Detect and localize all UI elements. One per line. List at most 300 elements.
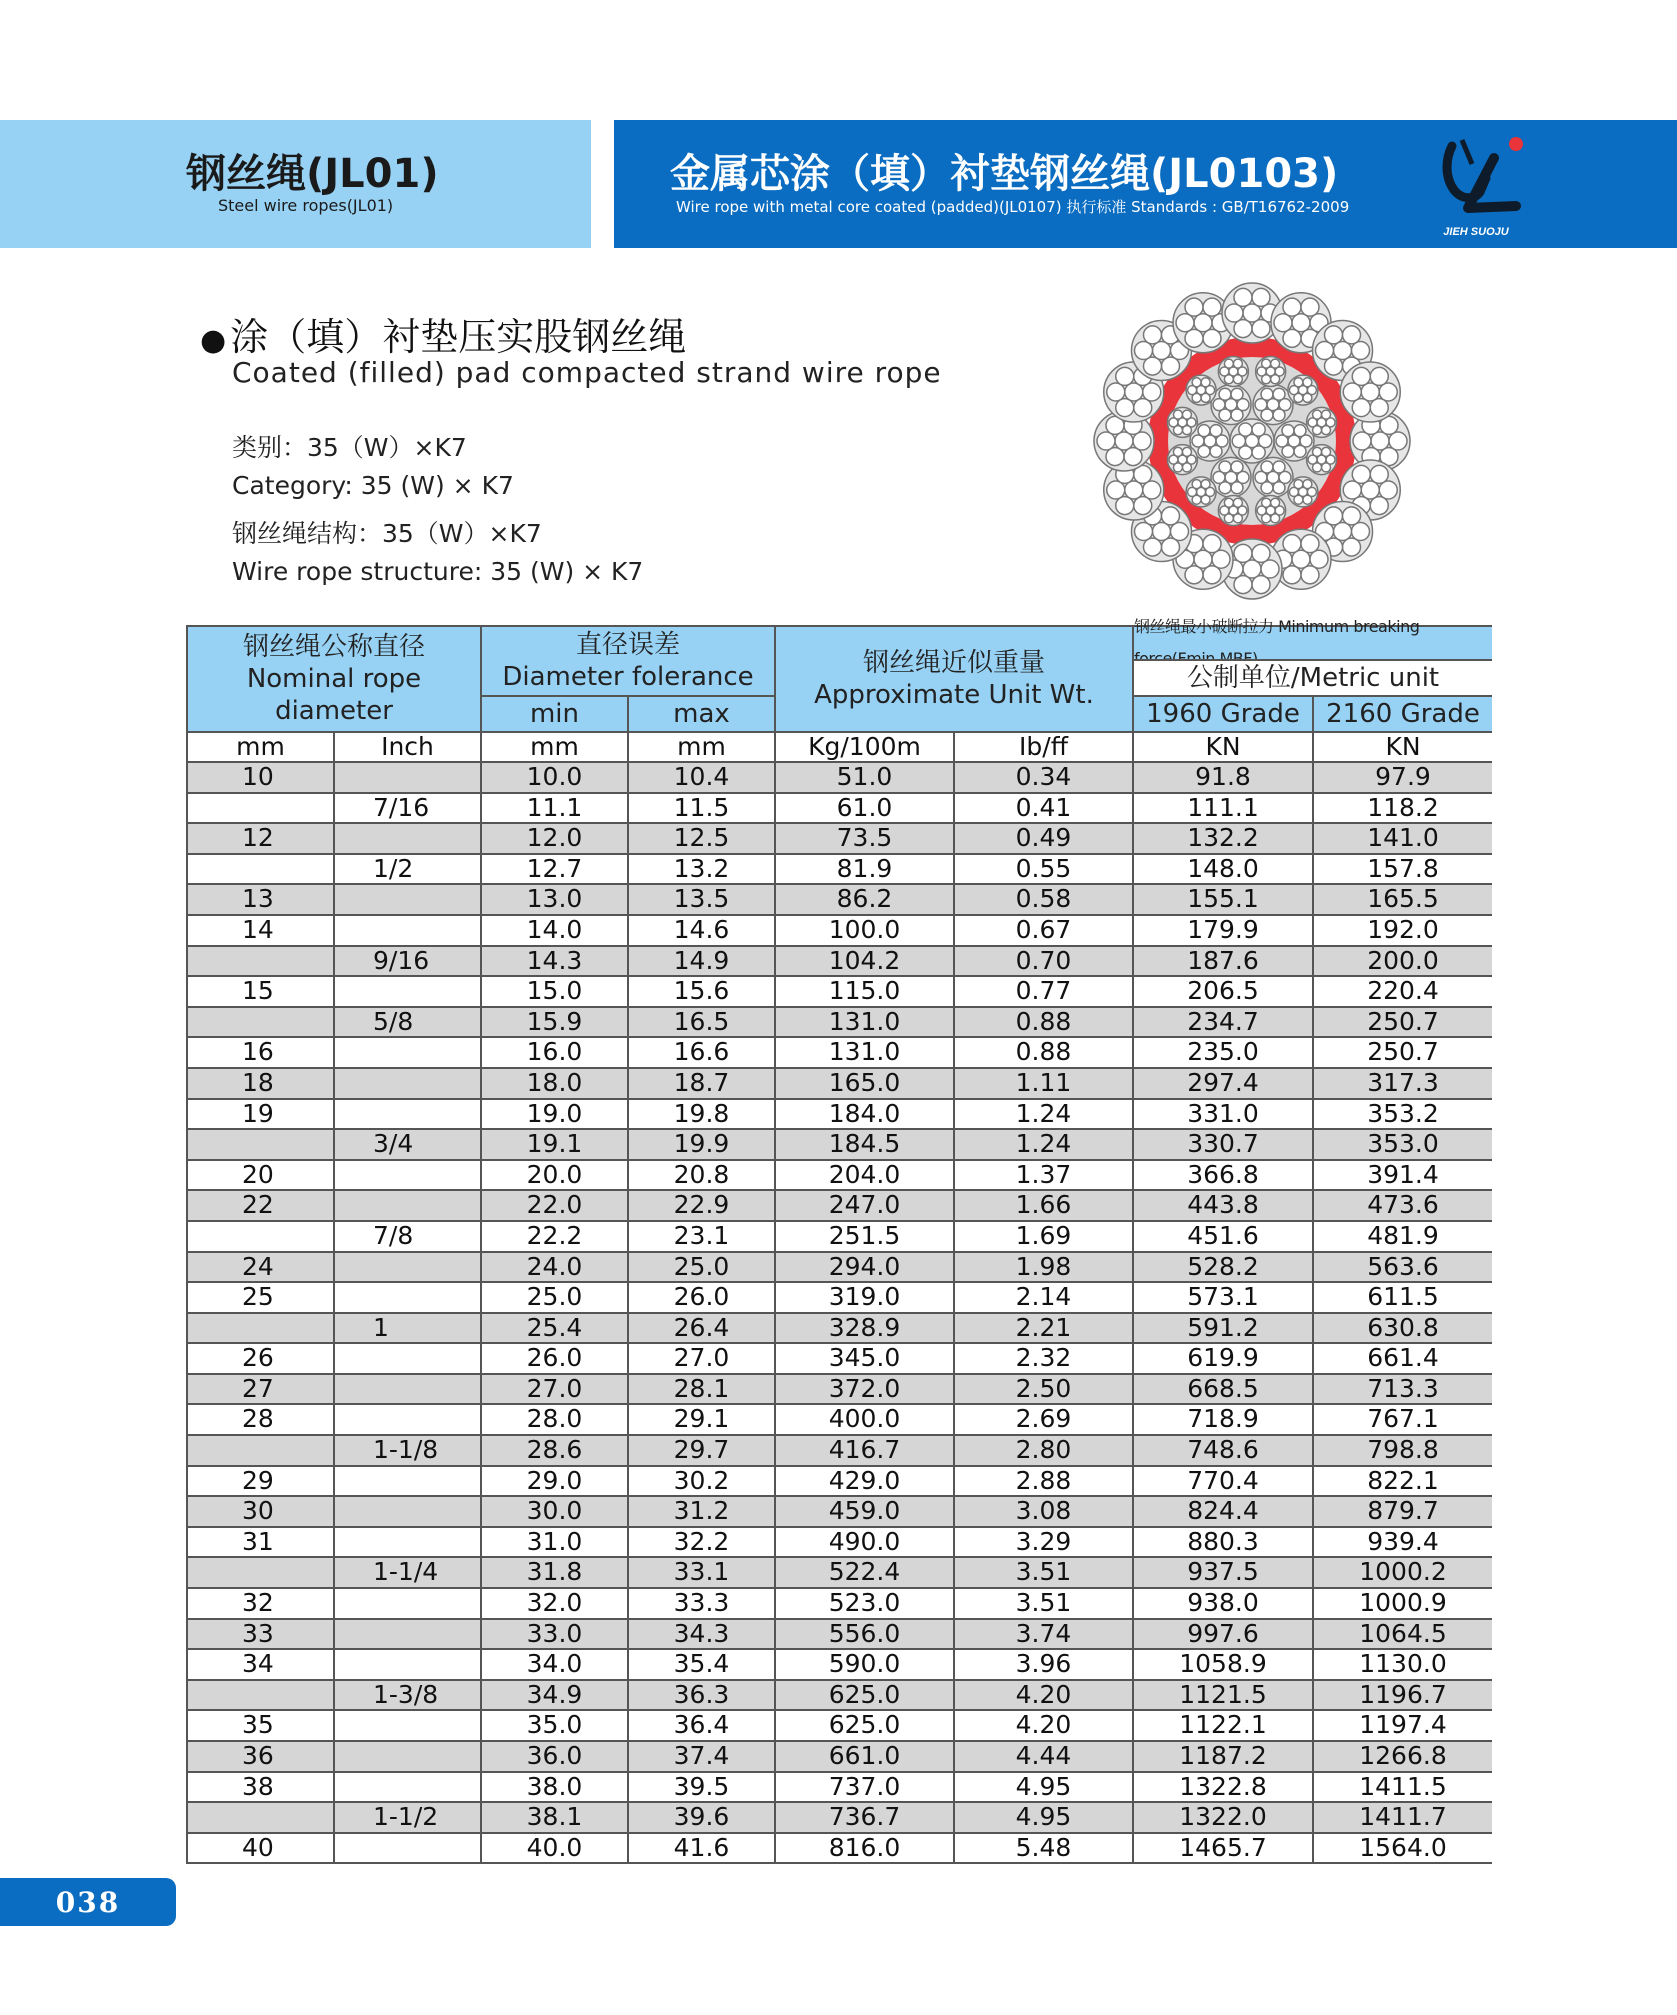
table-cell: 391.4 [1312,1159,1492,1190]
wire-strand [1231,482,1243,494]
table-cell [186,945,333,976]
wire-strand [1252,446,1265,459]
table-cell: 0.88 [953,1006,1132,1037]
table-row [186,1098,1492,1129]
table-cell: 24 [186,1251,333,1282]
table-cell: 32.2 [627,1526,774,1557]
table-row [186,1342,1492,1373]
table-cell: 3.51 [953,1587,1132,1618]
table-row [186,1771,1492,1802]
table-row [186,853,1492,884]
table-cell: 0.70 [953,945,1132,976]
wire-strand [1325,507,1343,525]
spec-table [186,617,1492,1864]
table-cell: 938.0 [1132,1587,1312,1618]
table-cell: 7/8 [333,1220,480,1251]
wire-strand [1273,388,1285,400]
table-cell: 4.20 [953,1709,1132,1740]
table-cell: 36 [186,1740,333,1771]
table-cell: 23.1 [627,1220,774,1251]
wire-strand [1182,447,1191,456]
table-cell: 20.0 [480,1159,627,1190]
table-cell: 15 [186,975,333,1006]
wire-strand [1352,367,1370,385]
company-logo [1424,128,1534,240]
wire-strand [1313,410,1322,419]
table-cell: 36.4 [627,1709,774,1740]
table-cell: 1064.5 [1312,1618,1492,1649]
wire-strand [1262,359,1271,368]
table-cell: 1411.5 [1312,1771,1492,1802]
header-max: max [627,695,774,731]
table-cell: 0.34 [953,761,1132,792]
table-cell: 1.37 [953,1159,1132,1190]
product-title-en: Coated (filled) pad compacted strand wire rope [232,356,942,389]
wire-strand [1124,448,1142,466]
table-cell: 319.0 [774,1281,953,1312]
table-cell: 37.4 [627,1740,774,1771]
table-cell: 1-1/2 [333,1801,480,1832]
header-left-title: 钢丝绳(JL01) [186,151,439,197]
wire-strand [1294,445,1306,457]
wire-strand [1370,399,1388,417]
wire-strand [1301,298,1319,316]
wire-strand [1161,538,1179,556]
table-cell: 528.2 [1132,1251,1312,1282]
table-cell: 97.9 [1312,761,1492,792]
wire-strand [1201,393,1210,402]
table-cell: 148.0 [1132,853,1312,884]
table-cell: 2.14 [953,1281,1132,1312]
wire-strand [1273,482,1285,494]
spec-structure-en: Wire rope structure: 35 (W) × K7 [232,557,644,586]
table-cell: 19 [186,1098,333,1129]
wire-strand [1343,326,1361,344]
table-cell: 234.7 [1132,1006,1312,1037]
wire-strand [1203,566,1221,584]
header-min: min [480,695,627,731]
table-cell: 1322.8 [1132,1771,1312,1802]
wire-strand [1203,298,1221,316]
unit-cell: Ib/ff [953,731,1132,761]
table-cell [186,1128,333,1159]
table-row [186,1434,1492,1465]
table-row [186,1587,1492,1618]
table-cell [333,1771,480,1802]
table-cell: 31 [186,1526,333,1557]
table-cell: 22.9 [627,1189,774,1220]
table-cell [333,1587,480,1618]
table-cell [333,1159,480,1190]
table-cell: 1.69 [953,1220,1132,1251]
table-cell: 1122.1 [1132,1709,1312,1740]
table-cell: 824.4 [1132,1495,1312,1526]
table-cell: 20 [186,1159,333,1190]
table-cell: 563.6 [1312,1251,1492,1282]
wire-strand [1173,447,1182,456]
header-right-subtitle: Wire rope with metal core coated (padded)(JL0107) 执行标准 Standards : GB/T16762-2009 [676,198,1350,216]
table-cell: 630.8 [1312,1312,1492,1343]
table-row [186,1128,1492,1159]
wire-strand [1224,359,1233,368]
table-cell: 28.1 [627,1373,774,1404]
table-cell: 1465.7 [1132,1832,1312,1863]
table-cell: 61.0 [774,792,953,823]
table-cell: 16.0 [480,1036,627,1067]
table-row [186,1709,1492,1740]
unit-cell: mm [186,731,333,761]
table-cell [186,1312,333,1343]
table-cell: 18 [186,1067,333,1098]
table-cell: 4.20 [953,1679,1132,1710]
table-cell: 40 [186,1832,333,1863]
table-cell: 625.0 [774,1679,953,1710]
table-cell: 3.74 [953,1618,1132,1649]
table-cell: 13 [186,883,333,914]
table-cell: 118.2 [1312,792,1492,823]
table-cell: 11.5 [627,792,774,823]
wire-strand [1134,497,1152,515]
table-cell: 14.6 [627,914,774,945]
table-cell: 27.0 [480,1373,627,1404]
table-row [186,883,1492,914]
table-cell: 12.7 [480,853,627,884]
table-cell: 33.3 [627,1587,774,1618]
table-row [186,1159,1492,1190]
table-units-row [186,731,1492,761]
table-cell: 184.5 [774,1128,953,1159]
wire-strand [1262,498,1271,507]
wire-strand [1210,445,1222,457]
table-body [186,761,1492,1864]
table-row [186,1281,1492,1312]
table-cell: 25.0 [480,1281,627,1312]
table-cell: 4.95 [953,1801,1132,1832]
wire-strand [1273,409,1285,421]
header-left-subtitle: Steel wire ropes(JL01) [218,196,394,215]
table-cell: 34.0 [480,1648,627,1679]
table-cell [186,792,333,823]
table-cell: 770.4 [1132,1465,1312,1496]
table-cell: 2.69 [953,1403,1132,1434]
table-cell: 251.5 [774,1220,953,1251]
table-cell: 38.0 [480,1771,627,1802]
table-cell: 816.0 [774,1832,953,1863]
table-cell: 1000.2 [1312,1556,1492,1587]
wire-strand [1203,535,1221,553]
table-cell: 38 [186,1771,333,1802]
table-cell: 459.0 [774,1495,953,1526]
wire-strand [1352,465,1370,483]
table-cell [333,1832,480,1863]
wire-strand [1252,544,1270,562]
table-cell: 16.6 [627,1036,774,1067]
table-cell [333,1526,480,1557]
table-cell: 39.6 [627,1801,774,1832]
table-cell: 573.1 [1132,1281,1312,1312]
table-cell: 523.0 [774,1587,953,1618]
wire-strand [1252,576,1270,594]
wire-strand [1201,480,1210,489]
table-cell: 1-1/8 [333,1434,480,1465]
wire-strand [1182,426,1191,435]
wire-strand [1192,480,1201,489]
table-cell: 19.1 [480,1128,627,1159]
table-cell: 1266.8 [1312,1740,1492,1771]
table-cell: 668.5 [1132,1373,1312,1404]
table-cell: 25.4 [480,1312,627,1343]
table-cell: 429.0 [774,1465,953,1496]
table-cell: 1058.9 [1132,1648,1312,1679]
wire-strand [1231,409,1243,421]
table-cell: 1187.2 [1132,1740,1312,1771]
table-cell: 2.80 [953,1434,1132,1465]
table-cell: 10 [186,761,333,792]
table-cell: 5/8 [333,1006,480,1037]
table-row [186,945,1492,976]
table-cell: 26.4 [627,1312,774,1343]
unit-cell: Kg/100m [774,731,953,761]
table-cell: 31.0 [480,1526,627,1557]
table-cell [186,853,333,884]
table-cell: 822.1 [1312,1465,1492,1496]
wire-strand [1313,447,1322,456]
table-cell: 0.88 [953,1036,1132,1067]
table-cell: 443.8 [1132,1189,1312,1220]
table-cell: 294.0 [774,1251,953,1282]
table-cell [186,1006,333,1037]
wire-strand [1283,535,1301,553]
table-cell: 155.1 [1132,883,1312,914]
table-cell: 111.1 [1132,792,1312,823]
wire-strand [1116,367,1134,385]
bullet-dot: ● [200,323,227,358]
table-cell: 247.0 [774,1189,953,1220]
table-cell [186,1556,333,1587]
wire-strand [1143,326,1161,344]
table-cell [186,1801,333,1832]
table-cell: 30.2 [627,1465,774,1496]
table-cell: 25 [186,1281,333,1312]
wire-strand [1234,544,1252,562]
table-cell: 157.8 [1312,853,1492,884]
table-cell: 20.8 [627,1159,774,1190]
wire-strand [1182,463,1191,472]
table-row [186,1373,1492,1404]
table-cell: 1564.0 [1312,1832,1492,1863]
table-cell: 131.0 [774,1036,953,1067]
table-row [186,1465,1492,1496]
wire-strand [1161,357,1179,375]
table-row [186,1189,1492,1220]
header-left-band [0,120,591,248]
table-cell: 1196.7 [1312,1679,1492,1710]
table-cell [186,1679,333,1710]
wire-strand [1261,388,1273,400]
table-cell: 86.2 [774,883,953,914]
wire-strand [1210,425,1222,437]
wire-strand [1234,288,1252,306]
table-cell: 141.0 [1312,822,1492,853]
table-cell: 345.0 [774,1342,953,1373]
wire-strand [1370,465,1388,483]
table-cell: 490.0 [774,1526,953,1557]
wire-strand [1343,538,1361,556]
table-cell: 718.9 [1132,1403,1312,1434]
table-cell: 10.0 [480,761,627,792]
wire-strand [1261,461,1273,473]
table-cell: 3.51 [953,1556,1132,1587]
table-cell: 591.2 [1132,1312,1312,1343]
table-cell: 34.3 [627,1618,774,1649]
table-cell: 28.6 [480,1434,627,1465]
table-cell: 331.0 [1132,1098,1312,1129]
table-cell [333,975,480,1006]
product-title-cn: 涂（填）衬垫压实股钢丝绳 [230,315,687,359]
table-cell: 35.4 [627,1648,774,1679]
table-cell [333,1281,480,1312]
table-cell: 1322.0 [1132,1801,1312,1832]
wire-strand [1239,423,1252,436]
header-2160-grade: 2160 Grade [1312,695,1492,731]
table-cell: 2.21 [953,1312,1132,1343]
table-cell: 91.8 [1132,761,1312,792]
table-cell: 328.9 [774,1312,953,1343]
table-cell: 939.4 [1312,1526,1492,1557]
table-cell: 104.2 [774,945,953,976]
header-metric-unit: 公制单位/Metric unit [1132,659,1492,695]
table-cell: 997.6 [1132,1618,1312,1649]
table-row [186,761,1492,792]
wire-strand [1233,514,1242,523]
table-cell: 880.3 [1132,1526,1312,1557]
table-cell: 36.3 [627,1679,774,1710]
table-cell: 1-1/4 [333,1556,480,1587]
wire-strand [1231,461,1243,473]
table-cell: 33.0 [480,1618,627,1649]
table-cell: 30.0 [480,1495,627,1526]
table-cell: 481.9 [1312,1220,1492,1251]
table-cell: 100.0 [774,914,953,945]
table-cell: 29.7 [627,1434,774,1465]
table-cell: 590.0 [774,1648,953,1679]
wire-strand [1161,507,1179,525]
table-row [186,792,1492,823]
table-cell [333,1036,480,1067]
table-cell [333,1465,480,1496]
table-cell: 165.5 [1312,883,1492,914]
table-cell: 14.3 [480,945,627,976]
table-cell: 27.0 [627,1342,774,1373]
header-nominal-diameter: 钢丝绳公称直径 Nominal rope diameter [186,625,480,731]
table-cell: 22.0 [480,1189,627,1220]
table-cell [333,1618,480,1649]
table-cell: 14.9 [627,945,774,976]
table-row [186,1312,1492,1343]
unit-cell: KN [1132,731,1312,761]
table-cell: 34.9 [480,1679,627,1710]
table-cell [333,761,480,792]
table-cell: 1197.4 [1312,1709,1492,1740]
table-cell [333,1740,480,1771]
table-cell: 3.29 [953,1526,1132,1557]
wire-strand [1271,375,1280,384]
wire-strand [1301,535,1319,553]
wire-strand [1233,498,1242,507]
table-row [186,1832,1492,1863]
table-cell: 7/16 [333,792,480,823]
table-cell: 372.0 [774,1373,953,1404]
wire-strand [1201,495,1210,504]
table-cell: 18.0 [480,1067,627,1098]
header-right-title: 金属芯涂（填）衬垫钢丝绳(JL0103) [670,151,1339,197]
table-cell: 1411.7 [1312,1801,1492,1832]
table-cell: 1.24 [953,1098,1132,1129]
wire-strand [1271,359,1280,368]
table-cell: 1130.0 [1312,1648,1492,1679]
table-cell: 28 [186,1403,333,1434]
table-cell: 36.0 [480,1740,627,1771]
wire-strand [1370,497,1388,515]
table-cell: 81.9 [774,853,953,884]
table-cell [333,822,480,853]
table-cell: 12.5 [627,822,774,853]
table-cell: 26 [186,1342,333,1373]
table-cell: 14 [186,914,333,945]
table-cell: 317.3 [1312,1067,1492,1098]
table-cell: 10.4 [627,761,774,792]
table-cell: 1/2 [333,853,480,884]
table-cell: 12 [186,822,333,853]
wire-strand [1219,388,1231,400]
table-cell: 15.6 [627,975,774,1006]
wire-strand [1271,498,1280,507]
table-cell: 27 [186,1373,333,1404]
table-cell: 184.0 [774,1098,953,1129]
table-cell: 200.0 [1312,945,1492,976]
wire-strand [1173,410,1182,419]
wire-strand [1322,426,1331,435]
unit-cell: mm [480,731,627,761]
logo-text: JIEH SUOJU [1443,226,1509,238]
table-cell: 13.5 [627,883,774,914]
table-cell: 0.77 [953,975,1132,1006]
table-cell: 713.3 [1312,1373,1492,1404]
wire-strand [1203,329,1221,347]
table-cell: 192.0 [1312,914,1492,945]
table-cell: 115.0 [774,975,953,1006]
table-cell: 19.8 [627,1098,774,1129]
unit-cell: mm [627,731,774,761]
table-cell: 625.0 [774,1709,953,1740]
table-cell [333,1251,480,1282]
spec-structure-cn: 钢丝绳结构：35（W）×K7 [232,519,542,548]
table-cell [333,914,480,945]
table-cell: 661.0 [774,1740,953,1771]
wire-strand [1343,507,1361,525]
table-cell: 4.95 [953,1771,1132,1802]
wire-strand [1303,480,1312,489]
table-cell: 416.7 [774,1434,953,1465]
table-cell: 29.0 [480,1465,627,1496]
header-right-band [614,120,1677,248]
table-cell [333,1373,480,1404]
wire-strand [1252,423,1265,436]
table-cell: 5.48 [953,1832,1132,1863]
table-row [186,1403,1492,1434]
table-cell: 879.7 [1312,1495,1492,1526]
wire-strand [1271,514,1280,523]
